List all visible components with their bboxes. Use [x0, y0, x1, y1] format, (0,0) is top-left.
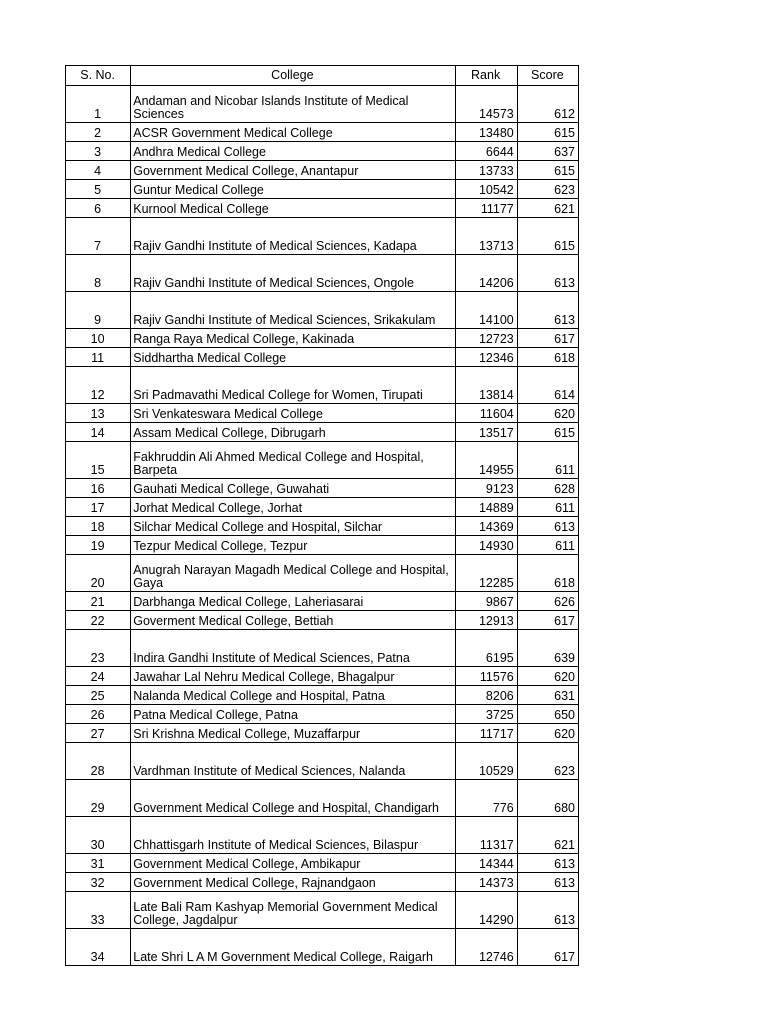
row-college: Goverment Medical College, Bettiah: [131, 611, 455, 630]
row-college: Rajiv Gandhi Institute of Medical Sciences, Srikakulam: [131, 292, 455, 329]
row-score: 621: [517, 817, 578, 854]
row-sno: 18: [66, 517, 131, 536]
row-rank: 12913: [455, 611, 517, 630]
row-rank: 14889: [455, 498, 517, 517]
row-rank: 13517: [455, 423, 517, 442]
row-score: 613: [517, 255, 578, 292]
row-college: Sri Krishna Medical College, Muzaffarpur: [131, 724, 455, 743]
row-college: Gauhati Medical College, Guwahati: [131, 479, 455, 498]
table-row: [66, 892, 579, 929]
row-sno: 8: [66, 255, 131, 292]
row-score: 611: [517, 536, 578, 555]
row-score: 628: [517, 479, 578, 498]
row-rank: 14930: [455, 536, 517, 555]
table-row: [66, 705, 579, 724]
row-sno: 25: [66, 686, 131, 705]
row-score: 613: [517, 517, 578, 536]
row-sno: 13: [66, 404, 131, 423]
row-rank: 11317: [455, 817, 517, 854]
row-sno: 5: [66, 180, 131, 199]
row-score: 626: [517, 592, 578, 611]
row-rank: 11717: [455, 724, 517, 743]
row-sno: 29: [66, 780, 131, 817]
row-college: Darbhanga Medical College, Laheriasarai: [131, 592, 455, 611]
row-score: 620: [517, 404, 578, 423]
table-row: [66, 142, 579, 161]
row-rank: 14573: [455, 86, 517, 123]
row-rank: 12746: [455, 929, 517, 966]
row-rank: 14100: [455, 292, 517, 329]
row-college: Kurnool Medical College: [131, 199, 455, 218]
row-rank: 12285: [455, 555, 517, 592]
row-sno: 7: [66, 218, 131, 255]
row-score: 615: [517, 423, 578, 442]
row-sno: 6: [66, 199, 131, 218]
row-sno: 31: [66, 854, 131, 873]
college-rank-table: [65, 65, 579, 966]
row-sno: 14: [66, 423, 131, 442]
table-row: [66, 348, 579, 367]
row-score: 615: [517, 161, 578, 180]
row-score: 637: [517, 142, 578, 161]
row-college: Nalanda Medical College and Hospital, Patna: [131, 686, 455, 705]
row-sno: 23: [66, 630, 131, 667]
row-rank: 13713: [455, 218, 517, 255]
table-row: [66, 555, 579, 592]
row-college: Government Medical College, Ambikapur: [131, 854, 455, 873]
header-rank: Rank: [455, 66, 517, 86]
row-college: Government Medical College, Rajnandgaon: [131, 873, 455, 892]
table-row: [66, 611, 579, 630]
table-row: [66, 442, 579, 479]
row-sno: 32: [66, 873, 131, 892]
row-college: Vardhman Institute of Medical Sciences, Nalanda: [131, 743, 455, 780]
table-body: [66, 86, 579, 966]
row-rank: 12346: [455, 348, 517, 367]
table-row: [66, 123, 579, 142]
row-college: Sri Venkateswara Medical College: [131, 404, 455, 423]
row-college: Guntur Medical College: [131, 180, 455, 199]
header-row: [66, 66, 579, 86]
row-sno: 27: [66, 724, 131, 743]
row-rank: 14369: [455, 517, 517, 536]
table-row: [66, 367, 579, 404]
row-score: 617: [517, 611, 578, 630]
row-sno: 11: [66, 348, 131, 367]
row-rank: 14290: [455, 892, 517, 929]
row-college: Assam Medical College, Dibrugarh: [131, 423, 455, 442]
table-row: [66, 592, 579, 611]
row-score: 617: [517, 929, 578, 966]
row-score: 617: [517, 329, 578, 348]
row-rank: 6644: [455, 142, 517, 161]
row-rank: 9123: [455, 479, 517, 498]
row-college: Late Bali Ram Kashyap Memorial Government Medical College, Jagdalpur: [131, 892, 455, 929]
row-rank: 10529: [455, 743, 517, 780]
row-rank: 6195: [455, 630, 517, 667]
row-rank: 10542: [455, 180, 517, 199]
table-row: [66, 517, 579, 536]
row-college: Silchar Medical College and Hospital, Silchar: [131, 517, 455, 536]
row-sno: 2: [66, 123, 131, 142]
table-row: [66, 873, 579, 892]
row-college: Government Medical College and Hospital, Chandigarh: [131, 780, 455, 817]
row-sno: 33: [66, 892, 131, 929]
row-rank: 11604: [455, 404, 517, 423]
row-sno: 30: [66, 817, 131, 854]
row-rank: 14206: [455, 255, 517, 292]
row-sno: 4: [66, 161, 131, 180]
row-sno: 34: [66, 929, 131, 966]
row-rank: 9867: [455, 592, 517, 611]
row-score: 612: [517, 86, 578, 123]
row-score: 621: [517, 199, 578, 218]
row-sno: 26: [66, 705, 131, 724]
row-college: Government Medical College, Anantapur: [131, 161, 455, 180]
table-row: [66, 255, 579, 292]
table-row: [66, 199, 579, 218]
row-score: 631: [517, 686, 578, 705]
row-sno: 9: [66, 292, 131, 329]
table-row: [66, 329, 579, 348]
table-row: [66, 686, 579, 705]
row-rank: 11576: [455, 667, 517, 686]
row-rank: 14373: [455, 873, 517, 892]
row-sno: 28: [66, 743, 131, 780]
row-sno: 12: [66, 367, 131, 404]
row-college: Sri Padmavathi Medical College for Women, Tirupati: [131, 367, 455, 404]
row-college: Jorhat Medical College, Jorhat: [131, 498, 455, 517]
table-row: [66, 536, 579, 555]
row-score: 618: [517, 348, 578, 367]
row-sno: 19: [66, 536, 131, 555]
table-row: [66, 161, 579, 180]
row-college: ACSR Government Medical College: [131, 123, 455, 142]
table-row: [66, 292, 579, 329]
row-college: Siddhartha Medical College: [131, 348, 455, 367]
row-score: 613: [517, 892, 578, 929]
row-college: Jawahar Lal Nehru Medical College, Bhagalpur: [131, 667, 455, 686]
table-row: [66, 180, 579, 199]
row-college: Andhra Medical College: [131, 142, 455, 161]
row-rank: 13814: [455, 367, 517, 404]
row-college: Rajiv Gandhi Institute of Medical Sciences, Ongole: [131, 255, 455, 292]
table-row: [66, 667, 579, 686]
row-rank: 14344: [455, 854, 517, 873]
table-row: [66, 404, 579, 423]
row-sno: 17: [66, 498, 131, 517]
row-score: 615: [517, 218, 578, 255]
row-score: 613: [517, 854, 578, 873]
row-score: 620: [517, 724, 578, 743]
table-row: [66, 498, 579, 517]
row-rank: 11177: [455, 199, 517, 218]
row-score: 613: [517, 292, 578, 329]
table-row: [66, 218, 579, 255]
row-score: 618: [517, 555, 578, 592]
row-score: 623: [517, 743, 578, 780]
header-sno: S. No.: [66, 66, 131, 86]
row-sno: 22: [66, 611, 131, 630]
header-college: College: [131, 66, 455, 86]
row-score: 614: [517, 367, 578, 404]
row-sno: 10: [66, 329, 131, 348]
row-rank: 776: [455, 780, 517, 817]
row-college: Ranga Raya Medical College, Kakinada: [131, 329, 455, 348]
row-score: 620: [517, 667, 578, 686]
row-college: Late Shri L A M Government Medical College, Raigarh: [131, 929, 455, 966]
header-score: Score: [517, 66, 578, 86]
row-sno: 21: [66, 592, 131, 611]
table-row: [66, 817, 579, 854]
row-score: 613: [517, 873, 578, 892]
row-rank: 12723: [455, 329, 517, 348]
row-score: 611: [517, 498, 578, 517]
row-rank: 13480: [455, 123, 517, 142]
row-score: 611: [517, 442, 578, 479]
row-score: 650: [517, 705, 578, 724]
table-row: [66, 724, 579, 743]
row-sno: 16: [66, 479, 131, 498]
table-row: [66, 86, 579, 123]
row-score: 680: [517, 780, 578, 817]
row-college: Anugrah Narayan Magadh Medical College and Hospital, Gaya: [131, 555, 455, 592]
table-row: [66, 780, 579, 817]
row-rank: 14955: [455, 442, 517, 479]
row-college: Tezpur Medical College, Tezpur: [131, 536, 455, 555]
row-score: 615: [517, 123, 578, 142]
table-row: [66, 423, 579, 442]
row-college: Chhattisgarh Institute of Medical Sciences, Bilaspur: [131, 817, 455, 854]
row-rank: 3725: [455, 705, 517, 724]
row-rank: 8206: [455, 686, 517, 705]
table-row: [66, 630, 579, 667]
table-row: [66, 479, 579, 498]
row-score: 639: [517, 630, 578, 667]
table-row: [66, 929, 579, 966]
row-sno: 24: [66, 667, 131, 686]
row-rank: 13733: [455, 161, 517, 180]
row-college: Fakhruddin Ali Ahmed Medical College and Hospital, Barpeta: [131, 442, 455, 479]
row-sno: 1: [66, 86, 131, 123]
row-college: Rajiv Gandhi Institute of Medical Sciences, Kadapa: [131, 218, 455, 255]
table-row: [66, 854, 579, 873]
row-college: Indira Gandhi Institute of Medical Sciences, Patna: [131, 630, 455, 667]
row-college: Andaman and Nicobar Islands Institute of Medical Sciences: [131, 86, 455, 123]
row-sno: 15: [66, 442, 131, 479]
row-sno: 3: [66, 142, 131, 161]
table-row: [66, 743, 579, 780]
row-college: Patna Medical College, Patna: [131, 705, 455, 724]
row-score: 623: [517, 180, 578, 199]
row-sno: 20: [66, 555, 131, 592]
